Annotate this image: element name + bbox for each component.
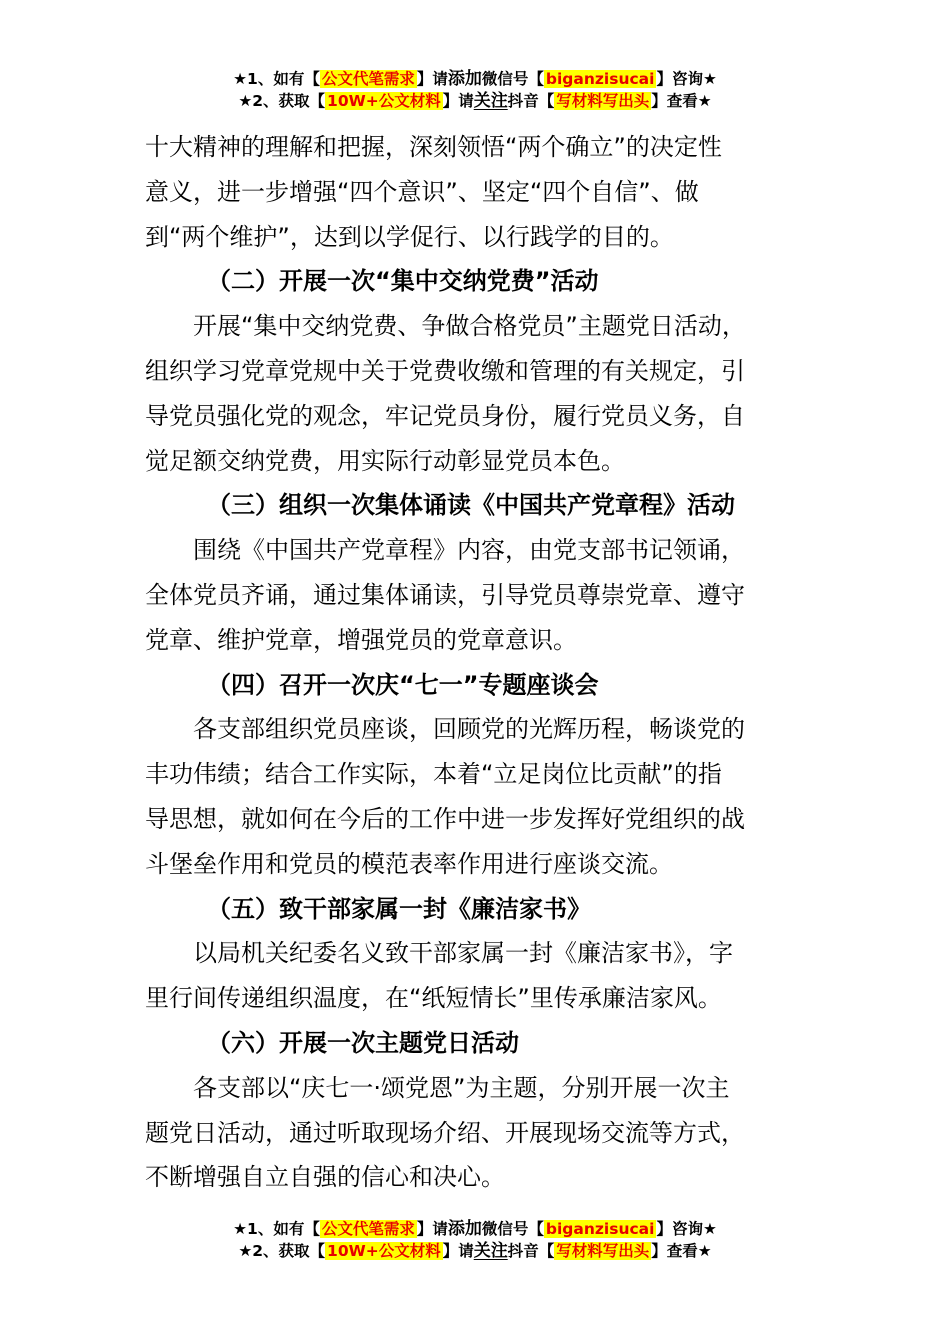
banner-line-2 [0,90,950,112]
banner-text: 2、获取【 [252,1242,326,1260]
banner-text: 抖音【 [507,1242,555,1260]
body-line: 意义，进一步增强“四个意识”、坚定“四个自信”、做 [145,177,699,206]
banner-text: 】请 [442,1242,474,1260]
body-line: 导党员强化党的观念，牢记党员身份，履行党员义务，自 [145,401,745,430]
highlight-douyin: 写材料写出头 [556,92,650,110]
highlight-service: 公文代笔需求 [321,1220,415,1238]
body-line: 导思想，就如何在今后的工作中进一步发挥好党组织的战 [145,804,745,833]
banner-text: 2、获取【 [252,92,326,110]
body-line: 里行间传递组织温度，在“纸短情长”里传承廉洁家风。 [145,984,722,1013]
banner-line-1 [0,68,950,90]
header-banner [0,68,950,112]
highlight-service: 公文代笔需求 [321,70,415,88]
banner-text: 】咨询★ [656,1220,717,1238]
banner-text: 1、如有【 [247,1220,320,1238]
star-icon: ★ [233,70,248,88]
banner-text: 】请 [442,92,474,110]
body-line: 各支部以“庆七一·颂党恩”为主题，分别开展一次主 [193,1073,730,1102]
banner-emphasis: 关注 [473,1241,508,1261]
star-icon: ★ [233,1220,248,1238]
star-icon: ★ [238,92,253,110]
highlight-douyin: 写材料写出头 [556,1242,650,1260]
section-heading-3: （三）组织一次集体诵读《中国共产党章程》活动 [207,491,735,520]
banner-line-2 [0,1240,950,1262]
body-line: 以局机关纪委名义致干部家属一封《廉洁家书》，字 [193,939,733,968]
banner-text: 微信号【 [481,1220,544,1238]
banner-text: 】请 [416,70,448,88]
document-body [145,125,805,1200]
banner-text: 】查看★ [651,1242,712,1260]
banner-emphasis: 关注 [473,91,508,111]
body-line: 不断增强自立自强的信心和决心。 [145,1163,505,1192]
highlight-wechat-id: biganzisucai [545,70,655,88]
section-heading-2: （二）开展一次“集中交纳党费”活动 [207,267,599,296]
body-line: 各支部组织党员座谈，回顾党的光辉历程，畅谈党的 [193,715,745,744]
body-line: 丰功伟绩；结合工作实际，本着“立足岗位比贡献”的指 [145,760,722,789]
body-line: 全体党员齐诵，通过集体诵读，引导党员尊崇党章、遵守 [145,580,745,609]
body-line: 觉足额交纳党费，用实际行动彰显党员本色。 [145,446,625,475]
body-line: 十大精神的理解和把握，深刻领悟“两个确立”的决定性 [145,133,722,161]
highlight-wechat-id: biganzisucai [545,1220,655,1238]
banner-text: 1、如有【 [247,70,320,88]
banner-emphasis: 添加 [447,69,482,89]
banner-line-1 [0,1218,950,1240]
section-heading-4: （四）召开一次庆“七一”专题座谈会 [207,670,599,699]
banner-text: 】请 [416,1220,448,1238]
banner-text: 微信号【 [481,70,544,88]
highlight-materials: 10W+公文材料 [327,1242,441,1260]
body-line: 党章、维护党章，增强党员的党章意识。 [145,625,577,654]
body-line: 开展“集中交纳党费、争做合格党员”主题党日活动， [193,312,746,341]
banner-emphasis: 添加 [447,1219,482,1239]
banner-text: 抖音【 [507,92,555,110]
body-line: 到“两个维护”，达到以学促行、以行践学的目的。 [145,222,674,251]
body-line: 题党日活动，通过听取现场介绍、开展现场交流等方式， [145,1118,745,1147]
star-icon: ★ [238,1242,253,1260]
body-line: 组织学习党章党规中关于党费收缴和管理的有关规定，引 [145,356,745,385]
section-heading-5: （五）致干部家属一封《廉洁家书》 [207,894,591,923]
highlight-materials: 10W+公文材料 [327,92,441,110]
body-line: 斗堡垒作用和党员的模范表率作用进行座谈交流。 [145,849,673,878]
body-line: 围绕《中国共产党章程》内容，由党支部书记领诵， [193,536,745,565]
footer-banner [0,1218,950,1262]
banner-text: 】咨询★ [656,70,717,88]
section-heading-6: （六）开展一次主题党日活动 [207,1028,519,1057]
banner-text: 】查看★ [651,92,712,110]
